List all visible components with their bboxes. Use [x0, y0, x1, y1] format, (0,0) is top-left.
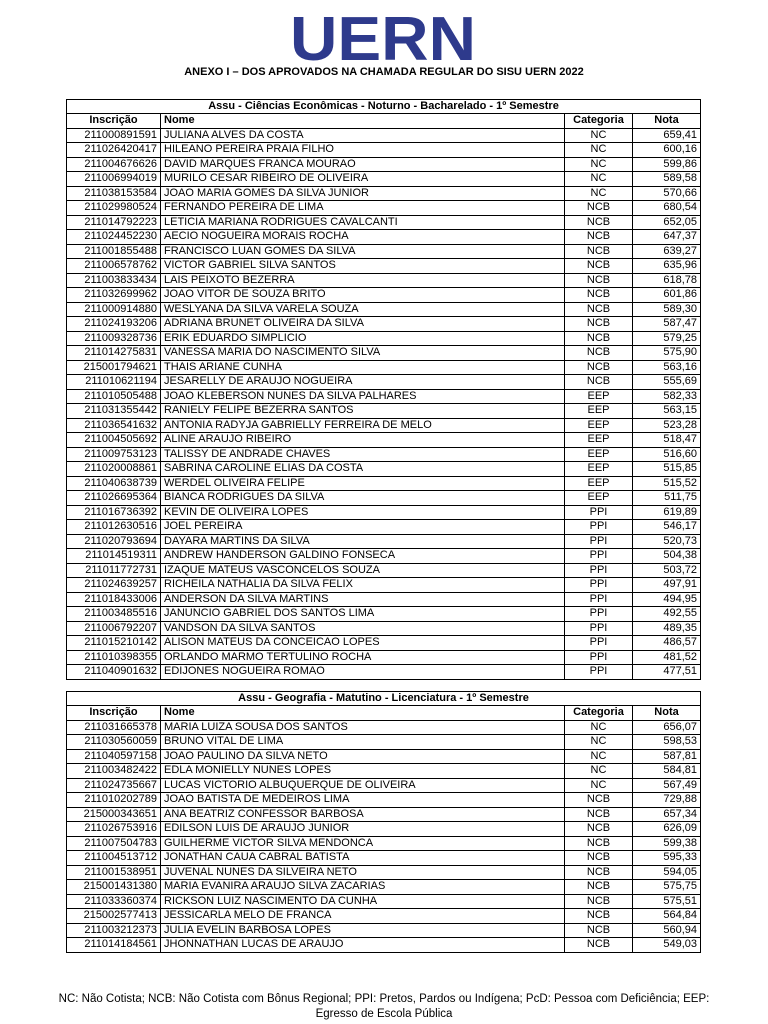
cell-nome: LAIS PEIXOTO BEZERRA: [161, 273, 565, 288]
cell-categoria: NCB: [565, 880, 633, 895]
section-title: Assu - Geografia - Matutino - Licenciatura - 1º Semestre: [67, 692, 701, 706]
table-row: [67, 822, 701, 837]
cell-inscricao: 215002577413: [67, 909, 161, 924]
cell-inscricao: 211020008861: [67, 462, 161, 477]
cell-nome: JANUNCIO GABRIEL DOS SANTOS LIMA: [161, 607, 565, 622]
cell-inscricao: 211009328736: [67, 331, 161, 346]
category-legend: NC: Não Cotista; NCB: Não Cotista com Bônus Regional; PPI: Pretos, Pardos ou Indígena; PcD: Pessoa com Deficiência; EEP: Egresso de Escola Pública: [58, 993, 710, 1020]
cell-categoria: PPI: [565, 534, 633, 549]
cell-nota: 503,72: [633, 563, 701, 578]
cell-nota: 481,52: [633, 650, 701, 665]
cell-categoria: PPI: [565, 665, 633, 680]
cell-nome: JESSICARLA MELO DE FRANCA: [161, 909, 565, 924]
cell-nome: EDILSON LUIS DE ARAUJO JUNIOR: [161, 822, 565, 837]
uern-logo-mark: [288, 14, 478, 64]
table-row: [67, 909, 701, 924]
cell-nota: 582,33: [633, 389, 701, 404]
cell-inscricao: 211040638739: [67, 476, 161, 491]
column-header-nome: Nome: [161, 114, 565, 129]
cell-categoria: PPI: [565, 520, 633, 535]
table-row: [67, 607, 701, 622]
cell-inscricao: 211026753916: [67, 822, 161, 837]
cell-nome: ORLANDO MARMO TERTULINO ROCHA: [161, 650, 565, 665]
cell-nota: 494,95: [633, 592, 701, 607]
cell-categoria: NC: [565, 157, 633, 172]
cell-inscricao: 215001431380: [67, 880, 161, 895]
cell-nota: 504,38: [633, 549, 701, 564]
cell-inscricao: 211003212373: [67, 923, 161, 938]
table-row: [67, 665, 701, 680]
cell-inscricao: 211010398355: [67, 650, 161, 665]
cell-nota: 680,54: [633, 201, 701, 216]
cell-categoria: EEP: [565, 433, 633, 448]
cell-categoria: PPI: [565, 607, 633, 622]
cell-inscricao: 211031665378: [67, 720, 161, 735]
table-row: [67, 172, 701, 187]
cell-categoria: NCB: [565, 851, 633, 866]
cell-inscricao: 211007504783: [67, 836, 161, 851]
cell-nome: RANIELY FELIPE BEZERRA SANTOS: [161, 404, 565, 419]
cell-nota: 584,81: [633, 764, 701, 779]
cell-nota: 589,58: [633, 172, 701, 187]
cell-categoria: NC: [565, 735, 633, 750]
cell-nome: VANESSA MARIA DO NASCIMENTO SILVA: [161, 346, 565, 361]
table-row: [67, 302, 701, 317]
results-table-geography: [66, 691, 701, 953]
cell-nome: LUCAS VICTORIO ALBUQUERQUE DE OLIVEIRA: [161, 778, 565, 793]
cell-categoria: PPI: [565, 621, 633, 636]
cell-inscricao: 211010621194: [67, 375, 161, 390]
cell-inscricao: 211024193206: [67, 317, 161, 332]
cell-nota: 635,96: [633, 259, 701, 274]
cell-inscricao: 211015210142: [67, 636, 161, 651]
cell-inscricao: 211031355442: [67, 404, 161, 419]
cell-categoria: NCB: [565, 288, 633, 303]
cell-nota: 549,03: [633, 938, 701, 953]
cell-categoria: EEP: [565, 462, 633, 477]
cell-categoria: NCB: [565, 836, 633, 851]
cell-categoria: PPI: [565, 592, 633, 607]
column-header-categoria: Categoria: [565, 114, 633, 129]
table-row: [67, 288, 701, 303]
cell-categoria: EEP: [565, 418, 633, 433]
cell-nome: BRUNO VITAL DE LIMA: [161, 735, 565, 750]
cell-nota: 656,07: [633, 720, 701, 735]
table-row: [67, 462, 701, 477]
column-header-inscricao: Inscrição: [67, 706, 161, 721]
cell-nota: 546,17: [633, 520, 701, 535]
table-row: [67, 938, 701, 953]
cell-nota: 518,47: [633, 433, 701, 448]
column-header-categoria: Categoria: [565, 706, 633, 721]
cell-nota: 639,27: [633, 244, 701, 259]
cell-nota: 599,38: [633, 836, 701, 851]
table-row: [67, 375, 701, 390]
cell-categoria: NCB: [565, 360, 633, 375]
cell-nome: JOAO KLEBERSON NUNES DA SILVA PALHARES: [161, 389, 565, 404]
cell-categoria: EEP: [565, 447, 633, 462]
cell-nota: 619,89: [633, 505, 701, 520]
cell-nota: 523,28: [633, 418, 701, 433]
cell-nome: DAYARA MARTINS DA SILVA: [161, 534, 565, 549]
cell-nome: AECIO NOGUEIRA MORAIS ROCHA: [161, 230, 565, 245]
cell-nota: 477,51: [633, 665, 701, 680]
cell-nome: JOAO PAULINO DA SILVA NETO: [161, 749, 565, 764]
table-row: [67, 491, 701, 506]
cell-categoria: NC: [565, 749, 633, 764]
cell-nota: 595,33: [633, 851, 701, 866]
table-row: [67, 865, 701, 880]
cell-nome: RICKSON LUIZ NASCIMENTO DA CUNHA: [161, 894, 565, 909]
cell-categoria: NCB: [565, 331, 633, 346]
cell-nome: JULIANA ALVES DA COSTA: [161, 128, 565, 143]
cell-inscricao: 211010505488: [67, 389, 161, 404]
cell-categoria: NCB: [565, 230, 633, 245]
cell-inscricao: 211036541632: [67, 418, 161, 433]
cell-categoria: NC: [565, 128, 633, 143]
table-body: [67, 128, 701, 679]
table-row: [67, 894, 701, 909]
cell-nome: ALISON MATEUS DA CONCEICAO LOPES: [161, 636, 565, 651]
cell-nome: JULIA EVELIN BARBOSA LOPES: [161, 923, 565, 938]
cell-nome: ALINE ARAUJO RIBEIRO: [161, 433, 565, 448]
cell-categoria: NC: [565, 764, 633, 779]
cell-nota: 601,86: [633, 288, 701, 303]
table-row: [67, 230, 701, 245]
cell-categoria: PPI: [565, 650, 633, 665]
cell-nome: KEVIN DE OLIVEIRA LOPES: [161, 505, 565, 520]
cell-inscricao: 211020793694: [67, 534, 161, 549]
cell-inscricao: 211026695364: [67, 491, 161, 506]
cell-inscricao: 211003833434: [67, 273, 161, 288]
cell-nota: 600,16: [633, 143, 701, 158]
cell-nome: VICTOR GABRIEL SILVA SANTOS: [161, 259, 565, 274]
table-row: [67, 244, 701, 259]
table-row: [67, 157, 701, 172]
table-row: [67, 143, 701, 158]
cell-categoria: NC: [565, 720, 633, 735]
cell-nota: 589,30: [633, 302, 701, 317]
table-row: [67, 201, 701, 216]
cell-categoria: NC: [565, 172, 633, 187]
cell-nome: JESARELLY DE ARAUJO NOGUEIRA: [161, 375, 565, 390]
table-row: [67, 549, 701, 564]
cell-nome: MARIA EVANIRA ARAUJO SILVA ZACARIAS: [161, 880, 565, 895]
cell-nome: ANDERSON DA SILVA MARTINS: [161, 592, 565, 607]
cell-nome: GUILHERME VICTOR SILVA MENDONCA: [161, 836, 565, 851]
cell-nota: 497,91: [633, 578, 701, 593]
cell-categoria: NC: [565, 778, 633, 793]
cell-nota: 575,75: [633, 880, 701, 895]
cell-inscricao: 211014519311: [67, 549, 161, 564]
cell-nome: WESLYANA DA SILVA VARELA SOUZA: [161, 302, 565, 317]
cell-categoria: NCB: [565, 302, 633, 317]
cell-categoria: EEP: [565, 389, 633, 404]
cell-categoria: NC: [565, 186, 633, 201]
cell-inscricao: 211033360374: [67, 894, 161, 909]
cell-inscricao: 211032699962: [67, 288, 161, 303]
cell-nota: 486,57: [633, 636, 701, 651]
table-row: [67, 836, 701, 851]
cell-inscricao: 211009753123: [67, 447, 161, 462]
cell-categoria: PPI: [565, 563, 633, 578]
cell-inscricao: 211000914880: [67, 302, 161, 317]
cell-nota: 647,37: [633, 230, 701, 245]
cell-inscricao: 211024452230: [67, 230, 161, 245]
cell-inscricao: 211004676626: [67, 157, 161, 172]
table-row: [67, 578, 701, 593]
cell-categoria: NCB: [565, 215, 633, 230]
cell-inscricao: 211004513712: [67, 851, 161, 866]
table-row: [67, 621, 701, 636]
cell-nome: TALISSY DE ANDRADE CHAVES: [161, 447, 565, 462]
cell-categoria: NCB: [565, 259, 633, 274]
table-row: [67, 720, 701, 735]
table-row: [67, 807, 701, 822]
cell-categoria: EEP: [565, 404, 633, 419]
cell-inscricao: 211026420417: [67, 143, 161, 158]
cell-inscricao: 211018433006: [67, 592, 161, 607]
cell-nome: EDLA MONIELLY NUNES LOPES: [161, 764, 565, 779]
cell-nome: FERNANDO PEREIRA DE LIMA: [161, 201, 565, 216]
cell-inscricao: 211012630516: [67, 520, 161, 535]
cell-nome: JHONNATHAN LUCAS DE ARAUJO: [161, 938, 565, 953]
cell-inscricao: 211001538951: [67, 865, 161, 880]
table-row: [67, 735, 701, 750]
cell-nota: 515,52: [633, 476, 701, 491]
table-row: [67, 273, 701, 288]
table-header-row: [67, 114, 701, 129]
column-header-inscricao: Inscrição: [67, 114, 161, 129]
cell-nome: VANDSON DA SILVA SANTOS: [161, 621, 565, 636]
cell-nota: 567,49: [633, 778, 701, 793]
cell-nome: EDIJONES NOGUEIRA ROMAO: [161, 665, 565, 680]
table-header-row: [67, 706, 701, 721]
cell-nota: 594,05: [633, 865, 701, 880]
cell-inscricao: 211040901632: [67, 665, 161, 680]
cell-nota: 492,55: [633, 607, 701, 622]
cell-inscricao: 211029980524: [67, 201, 161, 216]
table-row: [67, 563, 701, 578]
cell-categoria: NCB: [565, 793, 633, 808]
table-row: [67, 128, 701, 143]
cell-categoria: NCB: [565, 375, 633, 390]
cell-categoria: PPI: [565, 549, 633, 564]
cell-nome: THAIS ARIANE CUNHA: [161, 360, 565, 375]
cell-inscricao: 211001855488: [67, 244, 161, 259]
cell-nome: BIANCA RODRIGUES DA SILVA: [161, 491, 565, 506]
cell-categoria: NCB: [565, 865, 633, 880]
cell-inscricao: 211014184561: [67, 938, 161, 953]
cell-nota: 599,86: [633, 157, 701, 172]
cell-inscricao: 211010202789: [67, 793, 161, 808]
cell-categoria: NC: [565, 143, 633, 158]
table-row: [67, 851, 701, 866]
cell-nota: 587,47: [633, 317, 701, 332]
cell-inscricao: 211024639257: [67, 578, 161, 593]
table-body: [67, 720, 701, 952]
cell-inscricao: 211000891591: [67, 128, 161, 143]
table-row: [67, 389, 701, 404]
table-row: [67, 346, 701, 361]
cell-categoria: NCB: [565, 244, 633, 259]
cell-nota: 564,84: [633, 909, 701, 924]
cell-inscricao: 211030560059: [67, 735, 161, 750]
cell-categoria: NCB: [565, 938, 633, 953]
cell-inscricao: 211011772731: [67, 563, 161, 578]
cell-nota: 515,85: [633, 462, 701, 477]
table-row: [67, 534, 701, 549]
cell-inscricao: 211006578762: [67, 259, 161, 274]
cell-nome: SABRINA CAROLINE ELIAS DA COSTA: [161, 462, 565, 477]
results-table-economics: [66, 99, 701, 680]
cell-nome: JOAO MARIA GOMES DA SILVA JUNIOR: [161, 186, 565, 201]
cell-nota: 516,60: [633, 447, 701, 462]
cell-categoria: NCB: [565, 909, 633, 924]
uern-logo: [288, 14, 478, 64]
cell-nome: JOAO VITOR DE SOUZA BRITO: [161, 288, 565, 303]
cell-categoria: NCB: [565, 273, 633, 288]
cell-inscricao: 211006994019: [67, 172, 161, 187]
table-row: [67, 505, 701, 520]
column-header-nome: Nome: [161, 706, 565, 721]
cell-nome: IZAQUE MATEUS VASCONCELOS SOUZA: [161, 563, 565, 578]
table-row: [67, 404, 701, 419]
cell-nota: 579,25: [633, 331, 701, 346]
table-row: [67, 749, 701, 764]
cell-nome: ANDREW HANDERSON GALDINO FONSECA: [161, 549, 565, 564]
cell-categoria: PPI: [565, 578, 633, 593]
cell-inscricao: 215001794621: [67, 360, 161, 375]
cell-nota: 563,15: [633, 404, 701, 419]
logo-lettering: UERN: [290, 14, 476, 64]
table-row: [67, 650, 701, 665]
cell-inscricao: 211016736392: [67, 505, 161, 520]
cell-nota: 563,16: [633, 360, 701, 375]
cell-nome: HILEANO PEREIRA PRAIA FILHO: [161, 143, 565, 158]
cell-inscricao: 211006792207: [67, 621, 161, 636]
cell-nome: FRANCISCO LUAN GOMES DA SILVA: [161, 244, 565, 259]
cell-inscricao: 211014275831: [67, 346, 161, 361]
cell-nome: JOAO BATISTA DE MEDEIROS LIMA: [161, 793, 565, 808]
cell-nome: JOEL PEREIRA: [161, 520, 565, 535]
cell-nome: MARIA LUIZA SOUSA DOS SANTOS: [161, 720, 565, 735]
cell-categoria: NCB: [565, 317, 633, 332]
table-row: [67, 360, 701, 375]
table-row: [67, 331, 701, 346]
cell-inscricao: 211038153584: [67, 186, 161, 201]
cell-nota: 489,35: [633, 621, 701, 636]
cell-nome: ADRIANA BRUNET OLIVEIRA DA SILVA: [161, 317, 565, 332]
cell-categoria: NCB: [565, 346, 633, 361]
cell-nome: ANA BEATRIZ CONFESSOR BARBOSA: [161, 807, 565, 822]
cell-nome: DAVID MARQUES FRANCA MOURAO: [161, 157, 565, 172]
table-row: [67, 778, 701, 793]
table-row: [67, 793, 701, 808]
cell-inscricao: 211024735667: [67, 778, 161, 793]
table-row: [67, 520, 701, 535]
table-row: [67, 880, 701, 895]
cell-nome: JUVENAL NUNES DA SILVEIRA NETO: [161, 865, 565, 880]
cell-nota: 626,09: [633, 822, 701, 837]
cell-nota: 555,69: [633, 375, 701, 390]
cell-nome: RICHEILA NATHALIA DA SILVA FELIX: [161, 578, 565, 593]
cell-nota: 587,81: [633, 749, 701, 764]
cell-nota: 657,34: [633, 807, 701, 822]
cell-nota: 618,78: [633, 273, 701, 288]
table-row: [67, 923, 701, 938]
cell-nota: 575,51: [633, 894, 701, 909]
cell-nota: 511,75: [633, 491, 701, 506]
cell-nota: 570,66: [633, 186, 701, 201]
column-header-nota: Nota: [633, 114, 701, 129]
cell-categoria: EEP: [565, 491, 633, 506]
table-row: [67, 447, 701, 462]
cell-nota: 652,05: [633, 215, 701, 230]
cell-nota: 598,53: [633, 735, 701, 750]
cell-categoria: PPI: [565, 636, 633, 651]
cell-inscricao: 211003482422: [67, 764, 161, 779]
cell-nota: 659,41: [633, 128, 701, 143]
cell-nome: JONATHAN CAUA CABRAL BATISTA: [161, 851, 565, 866]
cell-inscricao: 211014792223: [67, 215, 161, 230]
cell-nota: 729,88: [633, 793, 701, 808]
cell-inscricao: 211004505692: [67, 433, 161, 448]
table-row: [67, 259, 701, 274]
cell-nome: ERIK EDUARDO SIMPLICIO: [161, 331, 565, 346]
table-row: [67, 592, 701, 607]
table-row: [67, 317, 701, 332]
table-row: [67, 476, 701, 491]
column-header-nota: Nota: [633, 706, 701, 721]
cell-nome: MURILO CESAR RIBEIRO DE OLIVEIRA: [161, 172, 565, 187]
cell-nome: WERDEL OLIVEIRA FELIPE: [161, 476, 565, 491]
cell-nota: 575,90: [633, 346, 701, 361]
table-row: [67, 215, 701, 230]
cell-categoria: EEP: [565, 476, 633, 491]
section-title: Assu - Ciências Econômicas - Noturno - Bacharelado - 1º Semestre: [67, 100, 701, 114]
cell-categoria: NCB: [565, 822, 633, 837]
cell-categoria: NCB: [565, 923, 633, 938]
page-title: ANEXO I – DOS APROVADOS NA CHAMADA REGULAR DO SISU UERN 2022: [184, 66, 584, 78]
table-row: [67, 433, 701, 448]
cell-categoria: NCB: [565, 894, 633, 909]
table-row: [67, 764, 701, 779]
cell-nome: ANTONIA RADYJA GABRIELLY FERREIRA DE MELO: [161, 418, 565, 433]
cell-nota: 520,73: [633, 534, 701, 549]
table-row: [67, 418, 701, 433]
cell-categoria: NCB: [565, 201, 633, 216]
table-row: [67, 636, 701, 651]
cell-nome: LETICIA MARIANA RODRIGUES CAVALCANTI: [161, 215, 565, 230]
cell-inscricao: 211003485516: [67, 607, 161, 622]
cell-inscricao: 211040597158: [67, 749, 161, 764]
cell-categoria: NCB: [565, 807, 633, 822]
cell-inscricao: 215000343651: [67, 807, 161, 822]
cell-categoria: PPI: [565, 505, 633, 520]
table-row: [67, 186, 701, 201]
cell-nota: 560,94: [633, 923, 701, 938]
